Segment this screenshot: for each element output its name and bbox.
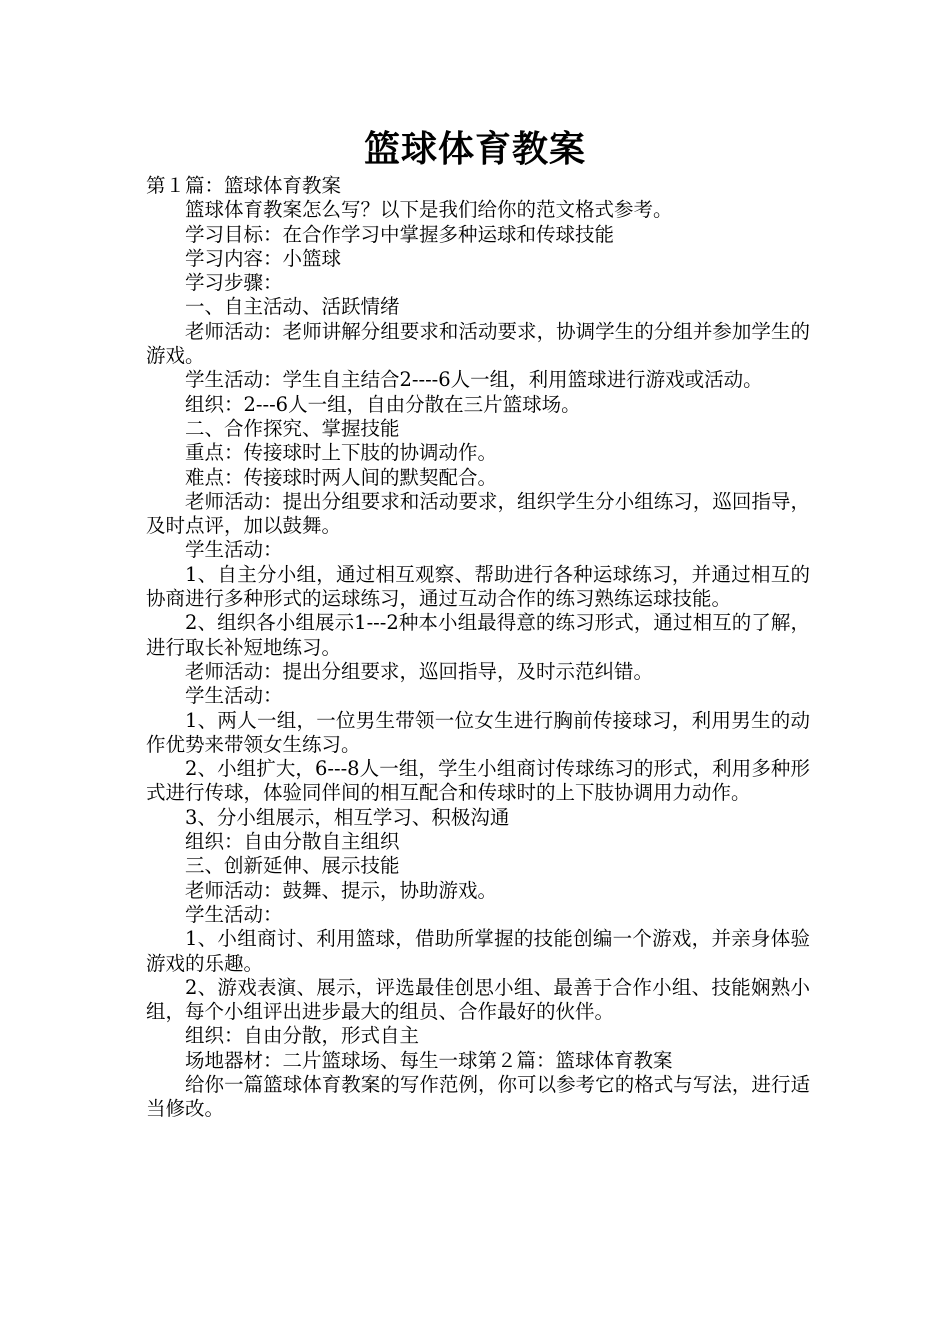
- paragraph: 学生活动：: [185, 684, 283, 708]
- paragraph: 三、创新延伸、展示技能: [185, 854, 400, 878]
- paragraph: 给你一篇篮球体育教案的写作范例，你可以参考它的格式与写法，进行适当修改。: [146, 1072, 810, 1121]
- paragraph: 老师活动：提出分组要求，巡回指导，及时示范纠错。: [185, 659, 654, 683]
- paragraph: 二、合作探究、掌握技能: [185, 416, 400, 440]
- section-heading: 第１篇：篮球体育教案: [146, 174, 342, 197]
- paragraph: 组织：自由分散，形式自主: [185, 1024, 420, 1048]
- paragraph: 学生活动：学生自主结合2----6人一组，利用篮球进行游戏或活动。: [185, 368, 763, 392]
- paragraph: 3、分小组展示，相互学习、积极沟通: [185, 805, 510, 829]
- paragraph: 学习目标：在合作学习中掌握多种运球和传球技能: [185, 222, 615, 246]
- paragraph: 篮球体育教案怎么写？以下是我们给你的范文格式参考。: [185, 198, 673, 222]
- paragraph: 2、游戏表演、展示，评选最佳创思小组、最善于合作小组、技能娴熟小组，每个小组评出进步最大的组员、合作最好的伙伴。: [146, 975, 810, 1024]
- paragraph: 组织：自由分散自主组织: [185, 830, 400, 854]
- paragraph: 学生活动：: [185, 538, 283, 562]
- paragraph: 学习步骤：: [185, 271, 283, 295]
- paragraph: 组织：2---6人一组，自由分散在三片篮球场。: [185, 392, 581, 416]
- paragraph: 学习内容：小篮球: [185, 246, 342, 270]
- paragraph: 场地器材：二片篮球场、每生一球第２篇：篮球体育教案: [185, 1048, 673, 1072]
- paragraph: 1、自主分小组，通过相互观察、帮助进行各种运球练习，并通过相互的协商进行多种形式的运球练习，通过互动合作的练习熟练运球技能。: [146, 562, 810, 611]
- document-body: [146, 174, 810, 1122]
- paragraph: 1、两人一组，一位男生带领一位女生进行胸前传接球习，利用男生的动作优势来带领女生练习。: [146, 708, 810, 756]
- paragraph: 学生活动：: [185, 902, 283, 926]
- paragraph: 1、小组商讨、利用篮球，借助所掌握的技能创编一个游戏，并亲身体验游戏的乐趣。: [146, 927, 810, 975]
- paragraph: 老师活动：提出分组要求和活动要求，组织学生分小组练习，巡回指导，及时点评，加以鼓舞。: [146, 489, 810, 538]
- paragraph: 老师活动：老师讲解分组要求和活动要求，协调学生的分组并参加学生的游戏。: [146, 319, 810, 368]
- paragraph: 2、组织各小组展示1---2种本小组最得意的练习形式，通过相互的了解，进行取长补短地练习。: [146, 611, 810, 659]
- paragraph: 老师活动：鼓舞、提示，协助游戏。: [185, 878, 498, 902]
- paragraph: 重点：传接球时上下肢的协调动作。: [185, 441, 498, 465]
- paragraph: 2、小组扩大，6---8人一组，学生小组商讨传球练习的形式，利用多种形式进行传球，体验同伴间的相互配合和传球时的上下肢协调用力动作。: [146, 757, 810, 805]
- paragraph: 难点：传接球时两人间的默契配合。: [185, 465, 498, 489]
- paragraph: 一、自主活动、活跃情绪: [185, 295, 400, 319]
- document-title: 篮球体育教案: [363, 128, 586, 170]
